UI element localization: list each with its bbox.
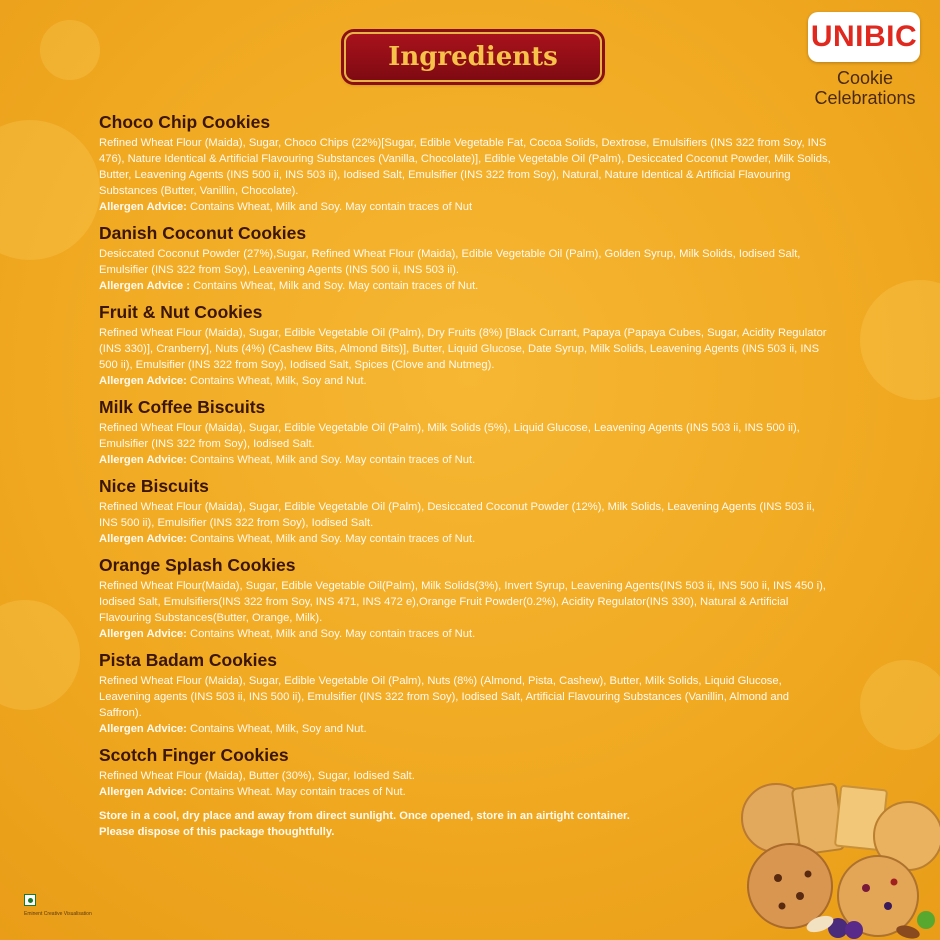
ingredients-text: Desiccated Coconut Powder (27%),Sugar, Refined Wheat Flour (Maida), Edible Vegetable Oil (Palm), Golden Syrup, Milk Solids, Iodised Salt, Emulsifier (INS 322 from Soy), Leavening Agents (INS 500 ii, INS 503 ii). [99,248,801,276]
choco-chip-icon [805,871,812,878]
product-name: Orange Splash Cookies [99,555,296,575]
allergen-label: Allergen Advice : [99,280,190,292]
product-section [99,555,834,642]
tagline-line: Cookie [836,68,894,88]
allergen-advice [99,721,834,737]
allergen-advice [99,626,834,642]
allergen-label: Allergen Advice: [99,375,187,387]
ingredients-text: Refined Wheat Flour(Maida), Sugar, Edible Vegetable Oil(Palm), Milk Solids(3%), Invert Syrup, Leavening Agents(INS 503 ii, INS 500 ii, INS 450 i), Iodised Salt, Emulsifiers(INS 322 from Soy, INS 471, INS 472 e),Orange Fruit Powder(0.2%), Acidity Regulator(INS 330), Natural & Artificial Flavouring Substances(Butter, Orange, Milk). [99,580,826,624]
product-section [99,302,834,389]
allergen-label: Allergen Advice: [99,201,187,213]
allergen-advice [99,199,834,215]
product-name: Danish Coconut Cookies [99,223,307,243]
allergen-text: Contains Wheat, Milk and Soy. May contain traces of Nut. [186,628,476,640]
allergen-text: Contains Wheat, Milk and Soy. May contain traces of Nut. [186,533,476,545]
allergen-text: Contains Wheat, Milk and Soy. May contain traces of Nut [186,201,473,213]
veg-dot [28,898,33,903]
brand-logo [808,12,920,62]
ingredients-text: Refined Wheat Flour (Maida), Sugar, Edible Vegetable Oil (Palm), Milk Solids (5%), Liquid Glucose, Leavening Agents (INS 503 ii, INS 500 ii), Emulsifier (INS 322 from Soy), Iodised Salt. [99,422,800,450]
fruit-bit-icon [891,879,898,886]
allergen-text: Contains Wheat, Milk, Soy and Nut. [186,723,367,735]
choco-chip-icon [779,903,786,910]
product-section [99,476,834,547]
allergen-text: Contains Wheat, Milk and Soy. May contain traces of Nut. [189,280,479,292]
background-bokeh [40,20,100,80]
product-name: Nice Biscuits [99,476,209,496]
allergen-advice [99,278,834,294]
background-bokeh [860,280,940,400]
allergen-advice [99,784,834,800]
grape-icon [845,921,863,939]
allergen-label: Allergen Advice: [99,723,187,735]
page-title: Ingredients [388,42,558,72]
allergen-text: Contains Wheat. May contain traces of Nut. [186,786,406,798]
choco-chip-icon [796,892,804,900]
storage-line: Please dispose of this package thoughtfully. [99,826,335,838]
allergen-text: Contains Wheat, Milk and Soy. May contain traces of Nut. [186,454,476,466]
ingredients-text: Refined Wheat Flour (Maida), Sugar, Edible Vegetable Oil (Palm), Dry Fruits (8%) [Black Currant, Papaya (Papaya Cubes, Sugar, Acidity Regulator (INS 330)], Cranberry], Nuts (4%) (Cashew Bits, Almond Bits)], Butter, Liquid Glucose, Date Syrup, Milk Solids, Leavening Agents (INS 503 ii, INS 500 ii), Emulsifier (INS 322 from Soy), Iodised Salt, Spices (Clove and Nutmeg). [99,327,827,371]
product-name: Fruit & Nut Cookies [99,302,263,322]
allergen-advice [99,452,834,468]
pista-icon [917,911,935,929]
cookie-pile-illustration [738,778,940,940]
product-name: Choco Chip Cookies [99,112,271,132]
veg-symbol-icon [24,894,36,906]
choco-chip-cookie-icon [748,844,832,928]
product-section [99,223,834,294]
allergen-label: Allergen Advice: [99,786,187,798]
design-credit: Eminent Creative Visualisation [24,911,92,917]
allergen-advice [99,373,834,389]
allergen-text: Contains Wheat, Milk, Soy and Nut. [186,375,367,387]
tagline-line: Celebrations [814,88,916,108]
product-name: Milk Coffee Biscuits [99,397,266,417]
fruit-bit-icon [884,902,892,910]
product-section [99,397,834,468]
storage-instructions [99,808,834,840]
ingredients-text: Refined Wheat Flour (Maida), Sugar, Edible Vegetable Oil (Palm), Desiccated Coconut Powder (12%), Milk Solids, Leavening Agents (INS 503 ii, INS 500 ii), Emulsifier (INS 322 from Soy), Iodised Salt. [99,501,815,529]
title-banner [344,32,602,82]
product-name: Pista Badam Cookies [99,650,277,670]
allergen-advice [99,531,834,547]
storage-line: Store in a cool, dry place and away from direct sunlight. Once opened, store in an airtight container. [99,810,630,822]
ingredients-text: Refined Wheat Flour (Maida), Sugar, Choco Chips (22%)[Sugar, Edible Vegetable Fat, Cocoa Solids, Dextrose, Emulsifiers (INS 322 from Soy, INS 476), Nature Identical & Artificial Flavouring Substances (Vanilla, Chocolate)], Edible Vegetable Oil (Palm), Desiccated Coconut Powder, Milk Solids, Butter, Leavening Agents (INS 500 ii, INS 503 ii), Iodised Salt, Emulsifier (INS 322 from Soy), Natural, Nature Identical & Artificial Flavouring Substances (Butter, Vanillin, Chocolate). [99,137,831,197]
allergen-label: Allergen Advice: [99,454,187,466]
brand-logo-text: UNIBIC [810,20,918,53]
allergen-label: Allergen Advice: [99,628,187,640]
background-bokeh [860,660,940,750]
ingredients-text: Refined Wheat Flour (Maida), Butter (30%), Sugar, Iodised Salt. [99,770,415,782]
background-bokeh [0,120,100,260]
brand-tagline [800,68,930,108]
ingredients-text: Refined Wheat Flour (Maida), Sugar, Edible Vegetable Oil (Palm), Nuts (8%) (Almond, Pista, Cashew), Butter, Milk Solids, Liquid Glucose, Leavening agents (INS 503 ii, INS 500 ii), Emulsifier (INS 322 from Soy), Iodised Salt, Artificial Flavouring Substances (Vanillin, Almond and Saffron). [99,675,790,719]
choco-chip-icon [774,874,782,882]
product-section [99,650,834,737]
product-section [99,745,834,800]
background-bokeh [0,600,80,710]
fruit-bit-icon [862,884,870,892]
product-name: Scotch Finger Cookies [99,745,289,765]
product-section [99,112,834,215]
allergen-label: Allergen Advice: [99,533,187,545]
ingredients-list [99,112,834,840]
